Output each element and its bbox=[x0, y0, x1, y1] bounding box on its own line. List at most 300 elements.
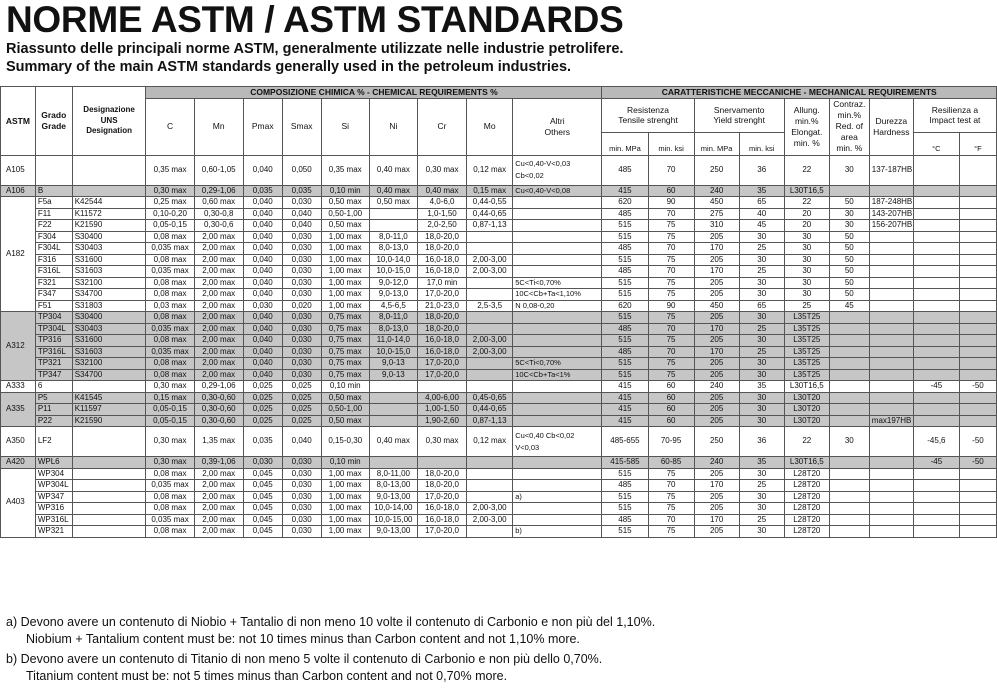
cell-hd bbox=[869, 289, 913, 301]
cell-ts-mpa: 620 bbox=[602, 197, 648, 209]
cell-mn: 0,60 max bbox=[194, 197, 243, 209]
cell-c: 0,08 max bbox=[146, 277, 194, 289]
cell-mo bbox=[467, 491, 513, 503]
cell-if bbox=[959, 468, 996, 480]
cell-ra bbox=[829, 323, 869, 335]
cell-el: 30 bbox=[784, 243, 829, 255]
cell-grade: F321 bbox=[35, 277, 72, 289]
cell-cr: 17,0-20,0 bbox=[417, 358, 466, 370]
cell-ys-mpa: 205 bbox=[694, 369, 739, 381]
cell-ts-mpa: 515 bbox=[602, 312, 648, 324]
cell-uns: K11572 bbox=[72, 208, 146, 220]
table-row bbox=[1, 427, 997, 457]
cell-el: 30 bbox=[784, 254, 829, 266]
cell-ts-ksi: 60 bbox=[648, 415, 694, 427]
cell-astm: A335 bbox=[1, 392, 36, 427]
cell-oth bbox=[513, 457, 602, 469]
cell-ts-mpa: 485 bbox=[602, 480, 648, 492]
cell-mn: 2,00 max bbox=[194, 335, 243, 347]
header-impact bbox=[913, 98, 996, 132]
header-ts-mpa: min. MPa bbox=[602, 132, 648, 155]
cell-el: 30 bbox=[784, 289, 829, 301]
cell-ys-mpa: 205 bbox=[694, 335, 739, 347]
cell-ts-mpa: 515 bbox=[602, 277, 648, 289]
cell-s: 0,030 bbox=[282, 468, 321, 480]
header-elongation-2: min.% bbox=[794, 115, 819, 126]
cell-ni: 0,40 max bbox=[369, 427, 417, 457]
cell-cr: 18,0-20,0 bbox=[417, 323, 466, 335]
cell-cr: 17,0-20,0 bbox=[417, 369, 466, 381]
cell-uns: S30400 bbox=[72, 231, 146, 243]
cell-ra bbox=[829, 491, 869, 503]
cell-ts-ksi: 75 bbox=[648, 254, 694, 266]
cell-if bbox=[959, 323, 996, 335]
cell-s: 0,030 bbox=[282, 480, 321, 492]
cell-ra bbox=[829, 526, 869, 538]
cell-oth: 10C<Cb+Ta<1,10% bbox=[513, 289, 602, 301]
cell-uns bbox=[72, 491, 146, 503]
cell-mo bbox=[467, 468, 513, 480]
cell-ic: -45 bbox=[913, 381, 959, 393]
cell-grade: TP347 bbox=[35, 369, 72, 381]
cell-mn: 2,00 max bbox=[194, 491, 243, 503]
cell-ys-mpa: 205 bbox=[694, 404, 739, 416]
cell-uns: K21590 bbox=[72, 220, 146, 232]
cell-ys-ksi: 40 bbox=[739, 208, 784, 220]
header-impact-c: °C bbox=[913, 132, 959, 155]
page-header bbox=[6, 0, 991, 76]
cell-ic bbox=[913, 231, 959, 243]
cell-ts-mpa: 515 bbox=[602, 468, 648, 480]
footnote-a-italian: a) Devono avere un contenuto di Niobio + Tantalio di non meno 10 volte il contenuto di Carbonio e non più del 1,10%. bbox=[6, 615, 656, 629]
cell-ts-mpa: 515 bbox=[602, 491, 648, 503]
cell-uns: S31600 bbox=[72, 335, 146, 347]
header-tensile-en: Tensile strenght bbox=[618, 115, 678, 125]
cell-s: 0,030 bbox=[282, 266, 321, 278]
cell-el: L35T25 bbox=[784, 369, 829, 381]
cell-el: L35T25 bbox=[784, 323, 829, 335]
cell-ni bbox=[369, 208, 417, 220]
cell-grade: F22 bbox=[35, 220, 72, 232]
cell-ys-ksi: 45 bbox=[739, 220, 784, 232]
cell-c: 0,30 max bbox=[146, 457, 194, 469]
cell-ys-ksi: 30 bbox=[739, 526, 784, 538]
cell-s: 0,030 bbox=[282, 197, 321, 209]
table-row bbox=[1, 266, 997, 278]
cell-ni bbox=[369, 457, 417, 469]
cell-uns: S31803 bbox=[72, 300, 146, 312]
cell-ts-ksi: 60 bbox=[648, 392, 694, 404]
cell-ys-ksi: 35 bbox=[739, 457, 784, 469]
cell-ra bbox=[829, 404, 869, 416]
cell-si: 0,35 max bbox=[321, 155, 369, 185]
cell-oth bbox=[513, 208, 602, 220]
cell-ni: 0,50 max bbox=[369, 197, 417, 209]
cell-ic bbox=[913, 312, 959, 324]
table-row bbox=[1, 208, 997, 220]
header-tensile-it: Resistenza bbox=[626, 104, 670, 115]
cell-if bbox=[959, 346, 996, 358]
cell-mo bbox=[467, 381, 513, 393]
cell-ni: 9,0-13,0 bbox=[369, 289, 417, 301]
cell-hd: 156-207HB bbox=[869, 220, 913, 232]
cell-ys-mpa: 310 bbox=[694, 220, 739, 232]
cell-astm: A333 bbox=[1, 381, 36, 393]
cell-p: 0,040 bbox=[243, 220, 282, 232]
cell-mn: 2,00 max bbox=[194, 480, 243, 492]
cell-mn: 2,00 max bbox=[194, 358, 243, 370]
subtitle-italian: Riassunto delle principali norme ASTM, generalmente utilizzate nelle industrie petrolifere. bbox=[6, 41, 624, 57]
cell-ys-ksi: 25 bbox=[739, 266, 784, 278]
cell-oth bbox=[513, 266, 602, 278]
cell-oth bbox=[513, 404, 602, 416]
cell-ts-ksi: 70 bbox=[648, 208, 694, 220]
cell-ic: -45,6 bbox=[913, 427, 959, 457]
cell-ts-mpa: 515 bbox=[602, 231, 648, 243]
cell-p: 0,040 bbox=[243, 312, 282, 324]
cell-el: L28T20 bbox=[784, 480, 829, 492]
cell-cr: 16,0-18,0 bbox=[417, 254, 466, 266]
cell-ts-mpa: 515 bbox=[602, 358, 648, 370]
header-hardness bbox=[869, 98, 913, 155]
cell-ys-ksi: 25 bbox=[739, 346, 784, 358]
cell-ni: 11,0-14,0 bbox=[369, 335, 417, 347]
cell-ra bbox=[829, 480, 869, 492]
cell-mn: 1,35 max bbox=[194, 427, 243, 457]
cell-s: 0,030 bbox=[282, 457, 321, 469]
cell-si: 0,50 max bbox=[321, 197, 369, 209]
cell-cr: 16,0-18,0 bbox=[417, 266, 466, 278]
cell-cr: 0,30 max bbox=[417, 427, 466, 457]
cell-si: 1,00 max bbox=[321, 480, 369, 492]
cell-ra bbox=[829, 312, 869, 324]
cell-si: 0,50 max bbox=[321, 392, 369, 404]
cell-ts-mpa: 485 bbox=[602, 243, 648, 255]
cell-ys-ksi: 65 bbox=[739, 300, 784, 312]
cell-ic bbox=[913, 208, 959, 220]
cell-ic bbox=[913, 468, 959, 480]
cell-ys-ksi: 35 bbox=[739, 381, 784, 393]
cell-mn: 2,00 max bbox=[194, 468, 243, 480]
cell-cr: 0,30 max bbox=[417, 155, 466, 185]
cell-ys-ksi: 30 bbox=[739, 468, 784, 480]
cell-si: 1,00 max bbox=[321, 503, 369, 515]
cell-uns bbox=[72, 155, 146, 185]
cell-p: 0,040 bbox=[243, 243, 282, 255]
cell-grade: P22 bbox=[35, 415, 72, 427]
cell-mn: 2,00 max bbox=[194, 231, 243, 243]
cell-ys-ksi: 30 bbox=[739, 415, 784, 427]
header-impact-f: °F bbox=[959, 132, 996, 155]
header-others-en: Others bbox=[544, 126, 571, 137]
cell-hd bbox=[869, 457, 913, 469]
cell-p: 0,045 bbox=[243, 526, 282, 538]
cell-if bbox=[959, 155, 996, 185]
cell-si: 1,00 max bbox=[321, 491, 369, 503]
cell-mn: 2,00 max bbox=[194, 289, 243, 301]
cell-s: 0,030 bbox=[282, 491, 321, 503]
cell-hd bbox=[869, 346, 913, 358]
cell-grade: LF2 bbox=[35, 427, 72, 457]
table-row bbox=[1, 526, 997, 538]
cell-ts-ksi: 60 bbox=[648, 404, 694, 416]
cell-grade: P11 bbox=[35, 404, 72, 416]
cell-mn: 0,30-0,6 bbox=[194, 220, 243, 232]
cell-hd bbox=[869, 369, 913, 381]
cell-p: 0,040 bbox=[243, 254, 282, 266]
cell-s: 0,030 bbox=[282, 526, 321, 538]
cell-ic bbox=[913, 197, 959, 209]
cell-ni: 8,0-11,0 bbox=[369, 231, 417, 243]
cell-s: 0,025 bbox=[282, 392, 321, 404]
cell-ts-mpa: 515 bbox=[602, 503, 648, 515]
cell-ys-ksi: 30 bbox=[739, 404, 784, 416]
cell-cr: 17,0-20,0 bbox=[417, 289, 466, 301]
cell-mo bbox=[467, 277, 513, 289]
cell-ts-mpa: 485 bbox=[602, 323, 648, 335]
table-row bbox=[1, 335, 997, 347]
cell-ni: 10,0-15,0 bbox=[369, 346, 417, 358]
cell-c: 0,08 max bbox=[146, 335, 194, 347]
cell-s: 0,030 bbox=[282, 335, 321, 347]
cell-grade: WP316 bbox=[35, 503, 72, 515]
header-chemical-group: COMPOSIZIONE CHIMICA % - CHEMICAL REQUIREMENTS % bbox=[146, 87, 602, 99]
cell-ic bbox=[913, 369, 959, 381]
cell-mn: 0,29-1,06 bbox=[194, 185, 243, 197]
cell-if bbox=[959, 312, 996, 324]
cell-mn: 0,39-1,06 bbox=[194, 457, 243, 469]
cell-mn: 2,00 max bbox=[194, 300, 243, 312]
cell-ra: 30 bbox=[829, 208, 869, 220]
cell-p: 0,040 bbox=[243, 369, 282, 381]
cell-if bbox=[959, 480, 996, 492]
cell-grade: P5 bbox=[35, 392, 72, 404]
cell-ra: 50 bbox=[829, 266, 869, 278]
cell-ic bbox=[913, 358, 959, 370]
cell-ic bbox=[913, 277, 959, 289]
cell-s: 0,030 bbox=[282, 231, 321, 243]
cell-el: L28T20 bbox=[784, 491, 829, 503]
header-uns bbox=[72, 87, 146, 156]
cell-cr: 18,0-20,0 bbox=[417, 231, 466, 243]
cell-ys-ksi: 30 bbox=[739, 254, 784, 266]
cell-ys-mpa: 205 bbox=[694, 468, 739, 480]
table-row bbox=[1, 312, 997, 324]
header-impact-it: Resilienza a bbox=[931, 104, 979, 115]
cell-ts-mpa: 620 bbox=[602, 300, 648, 312]
cell-uns bbox=[72, 427, 146, 457]
cell-hd: 137-187HB bbox=[869, 155, 913, 185]
cell-uns bbox=[72, 468, 146, 480]
cell-if bbox=[959, 491, 996, 503]
header-mn: Mn bbox=[194, 98, 243, 155]
cell-mn: 0,29-1,06 bbox=[194, 381, 243, 393]
cell-el: L30T20 bbox=[784, 415, 829, 427]
cell-mn: 2,00 max bbox=[194, 526, 243, 538]
header-tensile bbox=[602, 98, 694, 132]
cell-el: 20 bbox=[784, 220, 829, 232]
cell-el: L35T25 bbox=[784, 358, 829, 370]
cell-ys-ksi: 25 bbox=[739, 514, 784, 526]
header-cr: Cr bbox=[417, 98, 466, 155]
cell-uns bbox=[72, 526, 146, 538]
cell-mo bbox=[467, 358, 513, 370]
cell-cr: 16,0-18,0 bbox=[417, 346, 466, 358]
cell-mo bbox=[467, 457, 513, 469]
header-elongation bbox=[784, 98, 829, 155]
cell-ts-ksi: 70-95 bbox=[648, 427, 694, 457]
cell-if: -50 bbox=[959, 427, 996, 457]
header-others bbox=[513, 98, 602, 155]
table-row bbox=[1, 323, 997, 335]
cell-ys-ksi: 30 bbox=[739, 503, 784, 515]
cell-ts-ksi: 75 bbox=[648, 369, 694, 381]
cell-s: 0,040 bbox=[282, 208, 321, 220]
cell-mo: 2,00-3,00 bbox=[467, 346, 513, 358]
cell-ts-ksi: 70 bbox=[648, 266, 694, 278]
cell-oth: 10C<Cb+Ta<1% bbox=[513, 369, 602, 381]
header-impact-en: Impact test at bbox=[929, 115, 981, 125]
table-row bbox=[1, 369, 997, 381]
header-yield-it: Snervamento bbox=[713, 104, 765, 115]
cell-hd bbox=[869, 381, 913, 393]
cell-p: 0,045 bbox=[243, 491, 282, 503]
cell-grade bbox=[35, 155, 72, 185]
cell-if bbox=[959, 335, 996, 347]
cell-c: 0,035 max bbox=[146, 323, 194, 335]
cell-s: 0,030 bbox=[282, 277, 321, 289]
cell-el: L30T20 bbox=[784, 404, 829, 416]
cell-p: 0,045 bbox=[243, 480, 282, 492]
cell-c: 0,35 max bbox=[146, 155, 194, 185]
cell-mo bbox=[467, 369, 513, 381]
cell-ic bbox=[913, 335, 959, 347]
cell-ic bbox=[913, 254, 959, 266]
header-ni: Ni bbox=[369, 98, 417, 155]
cell-oth bbox=[513, 254, 602, 266]
cell-el: 22 bbox=[784, 155, 829, 185]
cell-oth bbox=[513, 220, 602, 232]
cell-mn: 2,00 max bbox=[194, 243, 243, 255]
header-astm: ASTM bbox=[1, 87, 36, 156]
cell-ts-mpa: 485 bbox=[602, 155, 648, 185]
cell-cr: 17,0-20,0 bbox=[417, 491, 466, 503]
header-uns-3: Designation bbox=[86, 126, 132, 135]
cell-ra: 45 bbox=[829, 300, 869, 312]
footnote-b-english: Titanium content must be: not 5 times minus than Carbon content and not 0,70% more. bbox=[26, 669, 508, 683]
table-row bbox=[1, 197, 997, 209]
cell-oth bbox=[513, 381, 602, 393]
cell-uns: S31603 bbox=[72, 346, 146, 358]
cell-mo: 2,5-3,5 bbox=[467, 300, 513, 312]
table-row bbox=[1, 243, 997, 255]
cell-ts-mpa: 415 bbox=[602, 381, 648, 393]
cell-ys-mpa: 170 bbox=[694, 323, 739, 335]
table-row bbox=[1, 480, 997, 492]
cell-if bbox=[959, 277, 996, 289]
header-uns-2: UNS bbox=[100, 115, 118, 125]
cell-si: 1,00 max bbox=[321, 231, 369, 243]
cell-c: 0,05-0,15 bbox=[146, 404, 194, 416]
cell-ts-ksi: 75 bbox=[648, 335, 694, 347]
header-grade-it: Grado bbox=[41, 110, 67, 121]
cell-ys-ksi: 35 bbox=[739, 185, 784, 197]
cell-ts-ksi: 75 bbox=[648, 503, 694, 515]
cell-uns: S30403 bbox=[72, 243, 146, 255]
cell-ts-ksi: 75 bbox=[648, 289, 694, 301]
cell-ys-mpa: 275 bbox=[694, 208, 739, 220]
cell-hd bbox=[869, 392, 913, 404]
cell-ra bbox=[829, 415, 869, 427]
cell-if bbox=[959, 266, 996, 278]
cell-mn: 0,30-0,8 bbox=[194, 208, 243, 220]
cell-p: 0,040 bbox=[243, 266, 282, 278]
page-title: NORME ASTM / ASTM STANDARDS bbox=[6, 0, 624, 40]
cell-ni: 9,0-13,00 bbox=[369, 491, 417, 503]
cell-ts-mpa: 485 bbox=[602, 266, 648, 278]
cell-mn: 2,00 max bbox=[194, 346, 243, 358]
cell-ts-ksi: 60 bbox=[648, 381, 694, 393]
cell-ys-mpa: 205 bbox=[694, 254, 739, 266]
table-row bbox=[1, 491, 997, 503]
cell-si: 1,00 max bbox=[321, 289, 369, 301]
cell-oth bbox=[513, 231, 602, 243]
cell-cr: 21,0-23,0 bbox=[417, 300, 466, 312]
cell-ts-mpa: 415-585 bbox=[602, 457, 648, 469]
cell-p: 0,040 bbox=[243, 155, 282, 185]
cell-c: 0,30 max bbox=[146, 427, 194, 457]
cell-si: 0,15-0,30 bbox=[321, 427, 369, 457]
cell-oth bbox=[513, 346, 602, 358]
header-s: Smax bbox=[282, 98, 321, 155]
cell-ra: 50 bbox=[829, 243, 869, 255]
header-c: C bbox=[146, 98, 194, 155]
cell-p: 0,045 bbox=[243, 503, 282, 515]
header-p: Pmax bbox=[243, 98, 282, 155]
footnote-b-italian: b) Devono avere un contenuto di Titanio di non meno 5 volte il contenuto di Carbonio e non più dello 0,70%. bbox=[6, 652, 603, 666]
cell-mo: 0,44-0,65 bbox=[467, 404, 513, 416]
cell-ni: 10,0-14,00 bbox=[369, 503, 417, 515]
cell-s: 0,030 bbox=[282, 312, 321, 324]
cell-s: 0,030 bbox=[282, 358, 321, 370]
cell-oth: 5C<Ti<0,70% bbox=[513, 358, 602, 370]
cell-hd bbox=[869, 503, 913, 515]
cell-ts-mpa: 515 bbox=[602, 335, 648, 347]
cell-hd bbox=[869, 266, 913, 278]
cell-ra bbox=[829, 369, 869, 381]
cell-ra bbox=[829, 381, 869, 393]
header-reduction-4: area bbox=[840, 132, 858, 142]
cell-ys-ksi: 36 bbox=[739, 427, 784, 457]
cell-hd bbox=[869, 335, 913, 347]
cell-cr: 17,0-20,0 bbox=[417, 526, 466, 538]
cell-c: 0,08 max bbox=[146, 289, 194, 301]
cell-ys-ksi: 25 bbox=[739, 243, 784, 255]
cell-if: -50 bbox=[959, 457, 996, 469]
cell-s: 0,030 bbox=[282, 369, 321, 381]
cell-ys-ksi: 30 bbox=[739, 277, 784, 289]
cell-oth: Cu<0,40-V<0,08 bbox=[513, 185, 602, 197]
cell-ys-mpa: 205 bbox=[694, 289, 739, 301]
cell-p: 0,025 bbox=[243, 404, 282, 416]
cell-grade: WPL6 bbox=[35, 457, 72, 469]
header-elongation-4: min. % bbox=[793, 137, 820, 148]
cell-ni bbox=[369, 392, 417, 404]
cell-c: 0,08 max bbox=[146, 358, 194, 370]
header-others-it: Altri bbox=[549, 116, 565, 126]
cell-p: 0,040 bbox=[243, 277, 282, 289]
cell-if bbox=[959, 503, 996, 515]
